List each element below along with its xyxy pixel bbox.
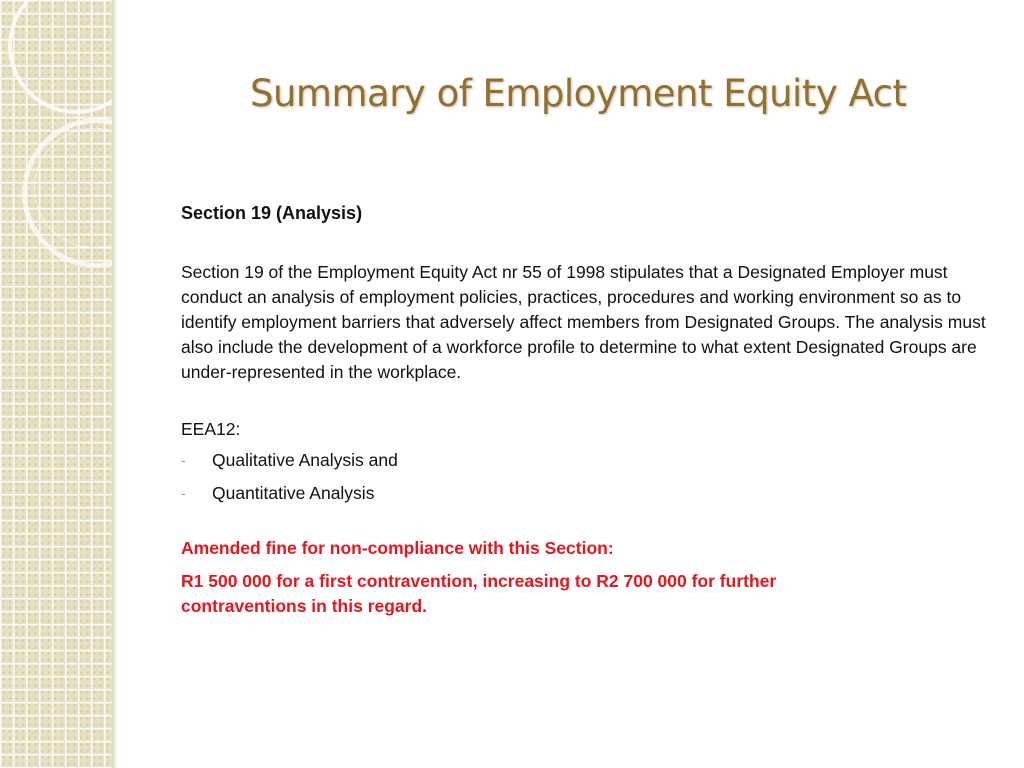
slide-title: Summary of Employment Equity Act [250, 72, 907, 115]
panel-pattern [0, 0, 112, 768]
bullet-dash-icon: - [181, 452, 186, 468]
side-panel-shadow [112, 0, 118, 768]
list-item-text: Qualitative Analysis and [212, 450, 398, 470]
eea-label: EEA12: [181, 419, 241, 439]
section-heading: Section 19 (Analysis) [181, 203, 363, 223]
bullet-dash-icon: - [181, 485, 186, 501]
section-paragraph: Section 19 of the Employment Equity Act nr 55 of 1998 stipulates that a Designated Employer must conduct an analysis of employment policies, practices, procedures and working environment so as to identify employment barriers that adversely affect members from Designated Groups. The analysis must also include the development of a workforce profile to determine to what extent Designated Groups are under-represented in the workplace. [181, 262, 986, 382]
list-item [181, 448, 1001, 473]
slide-content [181, 200, 1001, 619]
list-item [181, 481, 1001, 506]
list-item-text: Quantitative Analysis [212, 483, 375, 503]
fine-text: R1 500 000 for a first contravention, increasing to R2 700 000 for further contraventions in this regard. [181, 571, 777, 616]
analysis-list [181, 448, 1001, 506]
decorative-side-panel [0, 0, 112, 768]
fine-heading: Amended fine for non-compliance with this Section: [181, 538, 614, 558]
